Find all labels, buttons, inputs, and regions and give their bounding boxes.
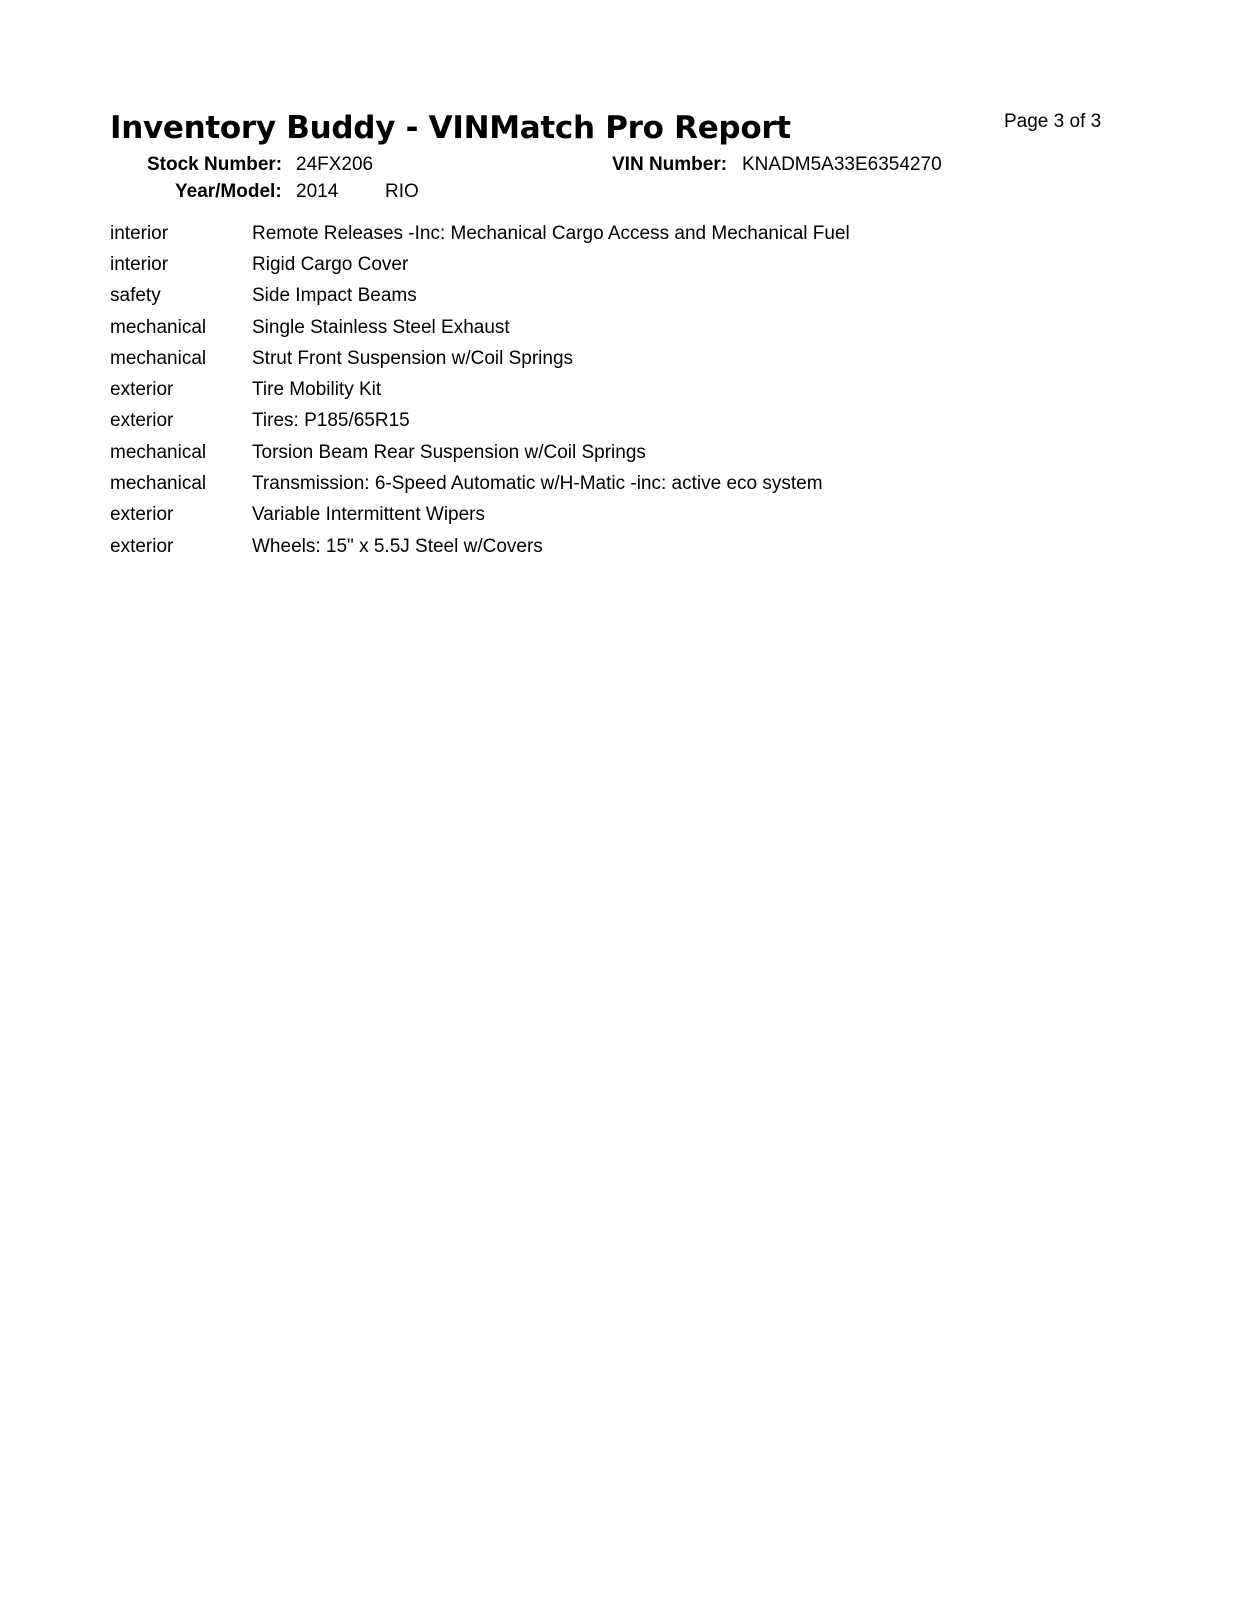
feature-row: [110, 374, 850, 405]
feature-description: Side Impact Beams: [252, 285, 417, 307]
feature-category: exterior: [110, 410, 174, 432]
feature-description: Rigid Cargo Cover: [252, 253, 409, 275]
feature-description: Tires: P185/65R15: [252, 410, 410, 432]
year-model-label: Year/Model:: [175, 181, 282, 202]
feature-row: [110, 281, 850, 312]
feature-category: interior: [110, 253, 169, 275]
feature-list: [110, 218, 850, 562]
feature-description: Single Stainless Steel Exhaust: [252, 316, 510, 338]
page-indicator: Page 3 of 3: [1004, 111, 1102, 132]
feature-row: [110, 343, 850, 374]
feature-category: exterior: [110, 504, 174, 526]
feature-category: exterior: [110, 535, 174, 557]
feature-description: Remote Releases -Inc: Mechanical Cargo Access and Mechanical Fuel: [252, 222, 850, 244]
feature-row: [110, 531, 850, 562]
feature-description: Torsion Beam Rear Suspension w/Coil Springs: [252, 441, 646, 463]
vin-number-label: VIN Number:: [612, 154, 728, 175]
model-value: RIO: [385, 181, 419, 202]
report-title: Inventory Buddy - VINMatch Pro Report: [110, 110, 791, 146]
feature-description: Wheels: 15" x 5.5J Steel w/Covers: [252, 535, 543, 557]
year-value: 2014: [296, 181, 339, 202]
feature-row: [110, 312, 850, 343]
feature-category: mechanical: [110, 473, 207, 495]
feature-row: [110, 218, 850, 249]
feature-category: mechanical: [110, 441, 207, 463]
feature-row: [110, 468, 850, 499]
feature-category: interior: [110, 222, 169, 244]
feature-row: [110, 406, 850, 437]
feature-category: mechanical: [110, 347, 207, 369]
feature-description: Strut Front Suspension w/Coil Springs: [252, 347, 574, 369]
feature-category: mechanical: [110, 316, 207, 338]
vin-number-value: KNADM5A33E6354270: [742, 154, 942, 175]
feature-row: [110, 249, 850, 280]
feature-description: Variable Intermittent Wipers: [252, 504, 486, 526]
feature-category: safety: [110, 285, 161, 307]
feature-description: Transmission: 6-Speed Automatic w/H-Matic -inc: active eco system: [252, 473, 823, 495]
feature-row: [110, 500, 850, 531]
stock-number-label: Stock Number:: [147, 154, 283, 175]
stock-number-value: 24FX206: [296, 154, 374, 175]
feature-category: exterior: [110, 379, 174, 401]
feature-row: [110, 437, 850, 468]
feature-description: Tire Mobility Kit: [252, 379, 382, 401]
